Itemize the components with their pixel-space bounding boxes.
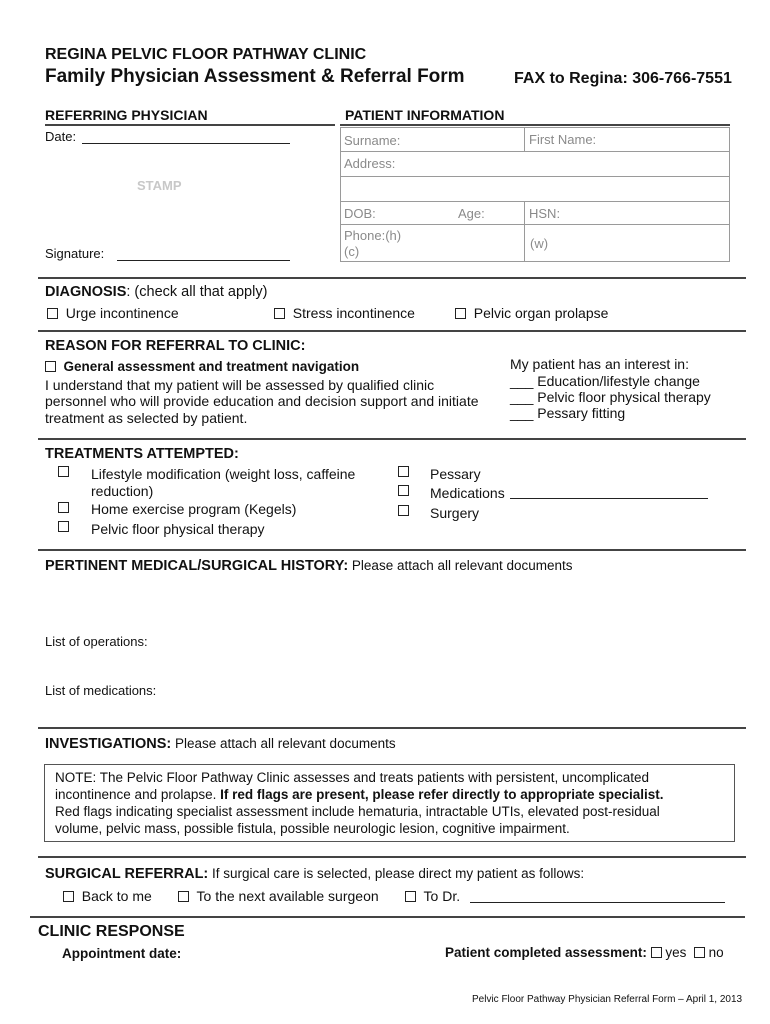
history-heading: PERTINENT MEDICAL/SURGICAL HISTORY: [45, 558, 349, 574]
treatment-medications-label: Medications [430, 485, 505, 501]
stamp-label: STAMP [137, 178, 182, 193]
checkbox[interactable] [398, 485, 409, 496]
diagnosis-heading: DIAGNOSIS [45, 284, 127, 300]
medications-list-label: List of medications: [45, 683, 157, 698]
note-line: Red flags indicating specialist assessment include hematuria, intractable UTIs, elevated post-residual [55, 804, 660, 819]
note-line: volume, pelvic mass, possible fistula, possible neurologic lesion, cognitive impairment. [55, 821, 570, 836]
divider [340, 124, 730, 126]
diagnosis-option-stress[interactable] [274, 305, 415, 321]
hsn-field[interactable] [525, 202, 730, 225]
doctor-name-field[interactable] [470, 902, 725, 903]
diagnosis-option-prolapse[interactable] [455, 305, 608, 321]
history-instruction: Please attach all relevant documents [348, 558, 573, 573]
interest-heading: My patient has an interest in: [510, 356, 689, 372]
note-line [55, 786, 724, 803]
option-label: Urge incontinence [65, 305, 179, 321]
surgical-instruction: If surgical care is selected, please direct my patient as follows: [208, 866, 585, 881]
address-label: Address: [344, 156, 396, 171]
diagnosis-option-urge[interactable] [47, 305, 179, 321]
form-title: Family Physician Assessment & Referral Form [45, 66, 465, 87]
age-label: Age: [458, 206, 485, 221]
treatment-physical-therapy-label: Pelvic floor physical therapy [91, 521, 265, 537]
checkbox[interactable] [455, 308, 466, 319]
checkbox[interactable] [58, 466, 69, 477]
red-flags-note [44, 764, 735, 842]
checkbox[interactable] [405, 891, 416, 902]
treatment-surgery-label: Surgery [430, 505, 480, 521]
address-field[interactable] [340, 152, 730, 177]
checkbox[interactable] [45, 361, 56, 372]
checkbox[interactable] [398, 505, 409, 516]
address-line-2-field[interactable] [340, 177, 730, 202]
surgical-heading-row [45, 866, 584, 882]
option-label: To the next available surgeon [196, 888, 379, 904]
reason-description-line: treatment as selected by patient. [45, 410, 248, 426]
treatment-home-exercise-label: Home exercise program (Kegels) [91, 501, 297, 517]
reason-option-general[interactable] [45, 359, 359, 374]
phone-home-cell-field[interactable] [340, 225, 525, 262]
patient-information-heading: PATIENT INFORMATION [345, 107, 505, 123]
surgical-heading: SURGICAL REFERRAL: [45, 866, 209, 882]
footer-text: Pelvic Floor Pathway Physician Referral Form – April 1, 2013 [472, 994, 743, 1005]
treatments-heading: TREATMENTS ATTEMPTED: [45, 446, 239, 462]
surname-label: Surname: [344, 133, 401, 148]
treatment-pessary-label: Pessary [430, 466, 481, 482]
note-red-flag-warning: If red flags are present, please refer directly to appropriate specialist. [220, 787, 664, 802]
yes-checkbox[interactable] [651, 947, 662, 958]
section-divider [38, 330, 746, 332]
clinic-response-heading: CLINIC RESPONSE [38, 923, 185, 940]
checkbox[interactable] [178, 891, 189, 902]
completed-label: Patient completed assessment: [445, 945, 647, 960]
checkbox[interactable] [58, 521, 69, 532]
signature-label: Signature: [45, 246, 105, 261]
investigations-heading-row [45, 736, 396, 752]
section-divider [38, 277, 746, 279]
treatment-lifestyle-label-cont: reduction) [91, 483, 154, 499]
reason-heading: REASON FOR REFERRAL TO CLINIC: [45, 338, 306, 354]
surgical-option-next-available[interactable] [178, 888, 379, 904]
dob-age-field[interactable] [340, 202, 525, 225]
fax-number: FAX to Regina: 306-766-7551 [514, 70, 732, 87]
divider [45, 124, 335, 126]
section-divider [38, 727, 746, 729]
investigations-instruction: Please attach all relevant documents [171, 736, 396, 751]
option-label: Back to me [81, 888, 152, 904]
interest-item[interactable]: ___ Education/lifestyle change [510, 373, 700, 389]
appointment-date-label: Appointment date: [62, 946, 182, 961]
checkbox[interactable] [47, 308, 58, 319]
no-checkbox[interactable] [694, 947, 705, 958]
investigations-heading: INVESTIGATIONS: [45, 736, 172, 752]
phone-home-label: Phone:(h) [344, 228, 402, 243]
history-heading-row [45, 558, 573, 574]
note-text: incontinence and prolapse. [55, 787, 221, 802]
option-label: Stress incontinence [292, 305, 415, 321]
phone-cell-label: (c) [344, 244, 360, 259]
dob-label: DOB: [344, 206, 376, 221]
reason-description-line: personnel who will provide education and decision support and initiate [45, 393, 479, 409]
phone-work-label: (w) [530, 236, 549, 251]
checkbox[interactable] [274, 308, 285, 319]
first-name-label: First Name: [529, 132, 597, 147]
diagnosis-heading-row [45, 284, 267, 300]
surgical-option-to-dr[interactable] [405, 888, 460, 904]
interest-item[interactable]: ___ Pelvic floor physical therapy [510, 389, 711, 405]
surgical-option-back-to-me[interactable] [63, 888, 152, 904]
signature-field[interactable] [117, 260, 290, 261]
hsn-label: HSN: [529, 206, 561, 221]
treatment-lifestyle-label: Lifestyle modification (weight loss, caffeine [91, 466, 356, 482]
first-name-field[interactable] [525, 127, 730, 152]
section-divider [38, 856, 746, 858]
yes-label: yes [665, 945, 687, 960]
surname-field[interactable] [340, 127, 525, 152]
option-label: To Dr. [423, 888, 461, 904]
no-label: no [708, 945, 724, 960]
date-field[interactable] [82, 143, 290, 144]
diagnosis-instruction: : (check all that apply) [126, 284, 268, 300]
reason-description-line: I understand that my patient will be assessed by qualified clinic [45, 377, 435, 393]
assessment-completed-row [445, 945, 724, 960]
option-label: General assessment and treatment navigation [63, 359, 360, 374]
section-divider [30, 916, 745, 918]
section-divider [38, 549, 746, 551]
referring-physician-heading: REFERRING PHYSICIAN [45, 107, 208, 123]
medications-field[interactable] [510, 498, 708, 499]
date-label: Date: [45, 129, 77, 144]
section-divider [38, 438, 746, 440]
interest-item[interactable]: ___ Pessary fitting [510, 405, 626, 421]
clinic-name: REGINA PELVIC FLOOR PATHWAY CLINIC [45, 46, 367, 63]
checkbox[interactable] [398, 466, 409, 477]
option-label: Pelvic organ prolapse [473, 305, 609, 321]
checkbox[interactable] [63, 891, 74, 902]
note-line: NOTE: The Pelvic Floor Pathway Clinic assesses and treats patients with persistent, uncomplicated [55, 770, 650, 785]
checkbox[interactable] [58, 502, 69, 513]
operations-label: List of operations: [45, 634, 148, 649]
